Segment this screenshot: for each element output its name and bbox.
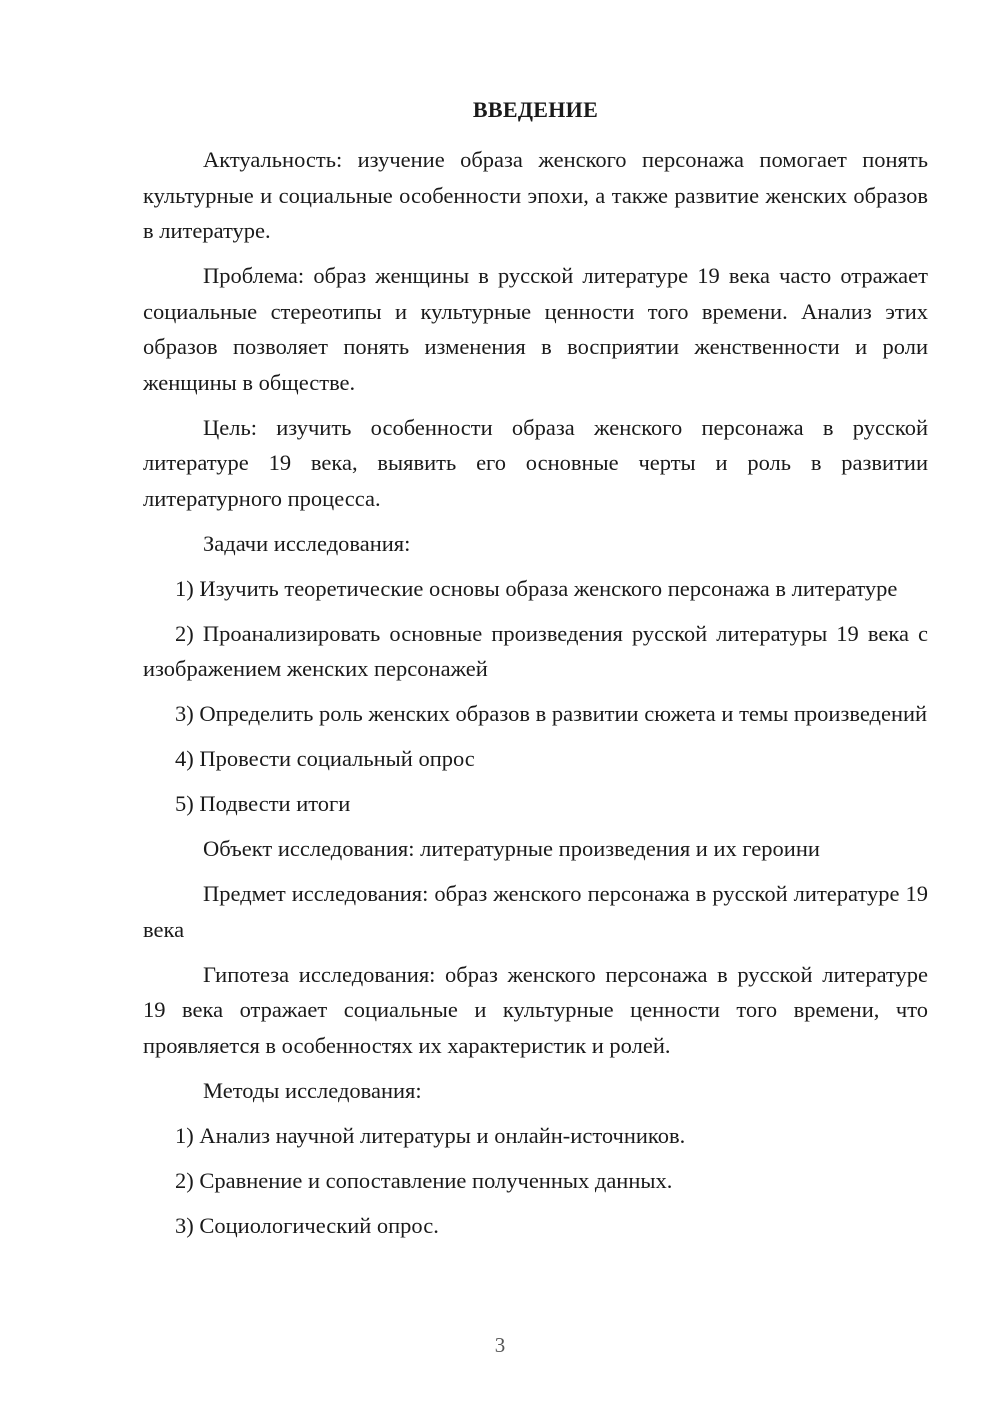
- task-item: 4) Провести социальный опрос: [175, 746, 475, 771]
- relevance-paragraph: Актуальность: изучение образа женского персонажа помогает понять культурные и социальные особенности эпохи, а также развитие женских образов в литературе.: [143, 147, 928, 243]
- task-item: 1) Изучить теоретические основы образа женского персонажа в литературе: [175, 575, 898, 601]
- task-item: 3) Определить роль женских образов в развитии сюжета и темы произведений: [175, 701, 928, 726]
- method-item: 3) Социологический опрос.: [175, 1212, 439, 1238]
- task-item: 2) Проанализировать основные произведения русской литературы 19 века с изображением женских персонажей: [143, 620, 928, 681]
- hypothesis-paragraph: Гипотеза исследования: образ женского персонажа в русской литературе 19 века отражает социальные и культурные ценности того времени, что проявляется в особенностях их характеристик и ролей.: [143, 961, 928, 1058]
- problem-paragraph: Проблема: образ женщины в русской литературе 19 века часто отражает социальные стереотипы и культурные ценности того времени. Анализ этих образов позволяет понять изменения в восприятии женственности и роли женщины в обществе.: [143, 263, 928, 395]
- subject-paragraph: Предмет исследования: образ женского персонажа в русской литературе 19 века: [143, 881, 928, 942]
- method-item: 2) Сравнение и сопоставление полученных данных.: [175, 1167, 673, 1193]
- page-number: 3: [494, 1333, 506, 1357]
- tasks-heading: Задачи исследования:: [203, 530, 411, 556]
- document-body: [143, 142, 928, 1243]
- method-item: 1) Анализ научной литературы и онлайн-источников.: [175, 1122, 686, 1148]
- object-paragraph: Объект исследования: литературные произведения и их героини: [203, 836, 820, 861]
- goal-paragraph: Цель: изучить особенности образа женского персонажа в русской литературе 19 века, выявить его основные черты и роль в развитии литературного процесса.: [143, 414, 928, 511]
- task-item: 5) Подвести итоги: [175, 791, 351, 816]
- methods-heading: Методы исследования:: [203, 1077, 422, 1103]
- section-title: ВВЕДЕНИЕ: [472, 97, 599, 122]
